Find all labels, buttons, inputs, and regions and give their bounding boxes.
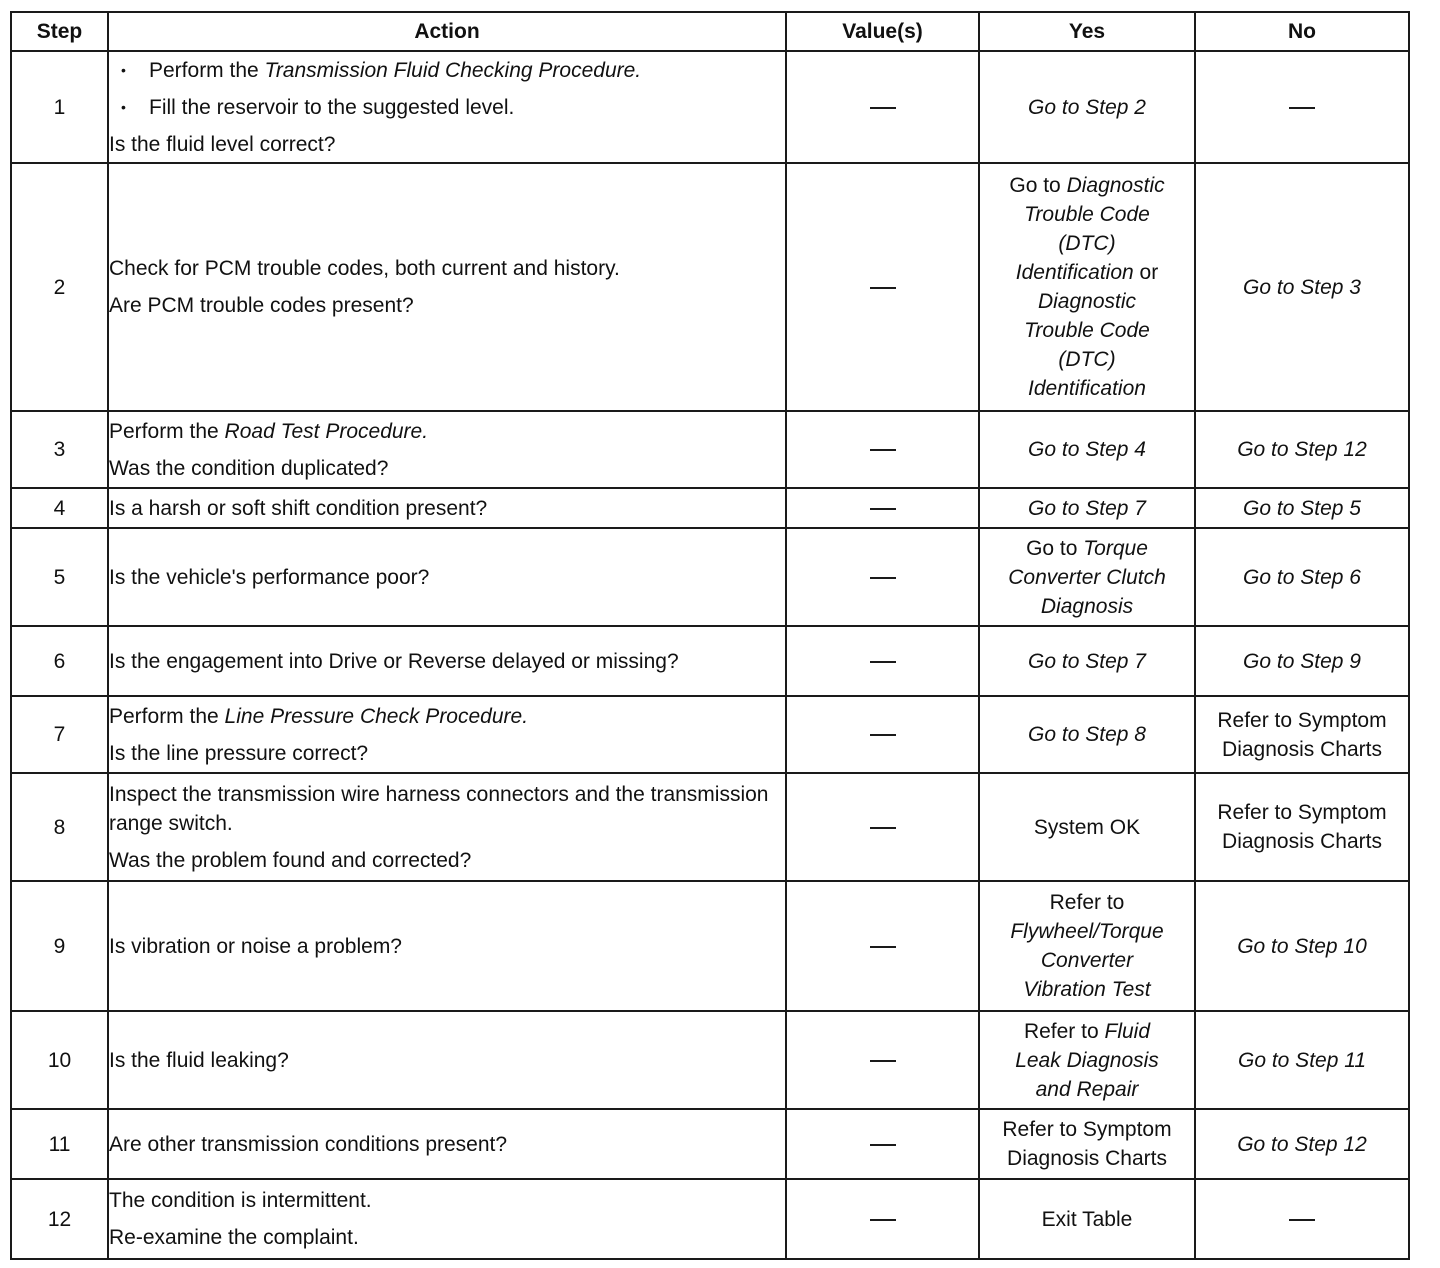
yes-line bbox=[980, 345, 1194, 374]
yes-text: System OK bbox=[1033, 815, 1141, 839]
text-plain: Perform the bbox=[109, 704, 225, 728]
yes-cell bbox=[979, 881, 1195, 1011]
yes-cell bbox=[979, 696, 1195, 773]
table-row bbox=[11, 1011, 1409, 1109]
action-paragraph bbox=[109, 130, 785, 159]
text-italic: Converter Clutch bbox=[1008, 565, 1166, 589]
no-text: Refer to Symptom Diagnosis Charts bbox=[1217, 708, 1387, 761]
step-number: 5 bbox=[11, 528, 108, 626]
dash-mark bbox=[870, 1219, 896, 1221]
dash-mark bbox=[870, 661, 896, 663]
dash-mark bbox=[870, 449, 896, 451]
step-number: 1 bbox=[11, 51, 108, 163]
dash-mark bbox=[870, 1144, 896, 1146]
goto-step-text: Go to Step 12 bbox=[1237, 438, 1367, 461]
text-italic: Identification bbox=[1015, 261, 1134, 284]
text-plain: Is the vehicle's performance poor? bbox=[109, 565, 430, 589]
yes-line bbox=[980, 258, 1194, 287]
action-paragraph bbox=[109, 417, 785, 446]
text-italic: Torque bbox=[1083, 536, 1148, 560]
no-cell bbox=[1195, 773, 1409, 881]
text-plain: Is vibration or noise a problem? bbox=[109, 934, 402, 958]
goto-step-text: Go to Step 8 bbox=[1028, 723, 1146, 746]
no-cell bbox=[1195, 488, 1409, 528]
text-plain: Perform the bbox=[149, 58, 265, 82]
text-italic: Line Pressure Check Procedure. bbox=[224, 704, 529, 728]
action-paragraph bbox=[109, 1186, 785, 1215]
text-italic: and Repair bbox=[1035, 1077, 1139, 1101]
yes-line bbox=[980, 316, 1194, 345]
text-plain: Is the fluid leaking? bbox=[109, 1048, 289, 1072]
text-plain: Go to bbox=[1026, 536, 1084, 560]
step-number: 9 bbox=[11, 881, 108, 1011]
action-paragraph bbox=[109, 702, 785, 731]
action-paragraph bbox=[109, 1223, 785, 1252]
goto-step-text: Go to Step 6 bbox=[1243, 565, 1361, 589]
action-paragraph bbox=[109, 454, 785, 483]
text-plain: Inspect the transmission wire harness connectors and the transmission range switch. bbox=[109, 782, 769, 835]
yes-line bbox=[980, 374, 1194, 403]
value-cell bbox=[786, 1011, 979, 1109]
action-cell bbox=[108, 696, 786, 773]
text-plain: Refer to bbox=[1023, 1019, 1105, 1043]
goto-step-text: Go to Step 7 bbox=[1028, 496, 1146, 520]
text-italic: Trouble Code bbox=[1024, 319, 1150, 342]
dash-mark bbox=[870, 577, 896, 579]
no-cell bbox=[1195, 1011, 1409, 1109]
diagnostic-table bbox=[10, 11, 1410, 1260]
yes-line bbox=[980, 946, 1194, 975]
table-row bbox=[11, 1109, 1409, 1179]
text-plain: Refer to bbox=[1049, 891, 1125, 914]
action-cell bbox=[108, 528, 786, 626]
no-text: Refer to Symptom Diagnosis Charts bbox=[1217, 801, 1387, 853]
action-paragraph bbox=[109, 739, 785, 768]
action-bullet-item bbox=[109, 93, 785, 122]
yes-line bbox=[980, 229, 1194, 258]
table-row bbox=[11, 773, 1409, 881]
no-cell bbox=[1195, 1109, 1409, 1179]
yes-line bbox=[980, 888, 1194, 917]
yes-cell bbox=[979, 1011, 1195, 1109]
table-row bbox=[11, 51, 1409, 163]
text-plain: Perform the bbox=[109, 419, 225, 443]
text-plain: Are PCM trouble codes present? bbox=[109, 294, 414, 317]
header-action: Action bbox=[108, 12, 786, 51]
table-row bbox=[11, 881, 1409, 1011]
yes-cell bbox=[979, 773, 1195, 881]
value-cell bbox=[786, 488, 979, 528]
goto-step-text: Go to Step 12 bbox=[1237, 1132, 1367, 1156]
goto-step-text: Go to Step 3 bbox=[1243, 275, 1361, 299]
text-plain: Are other transmission conditions present? bbox=[109, 1132, 508, 1156]
text-plain: Was the condition duplicated? bbox=[109, 456, 389, 480]
text-plain: Re-examine the complaint. bbox=[109, 1226, 359, 1249]
text-plain: Was the problem found and corrected? bbox=[109, 848, 472, 872]
action-cell bbox=[108, 1179, 786, 1259]
header-no: No bbox=[1195, 12, 1409, 51]
value-cell bbox=[786, 163, 979, 411]
text-plain: Is the fluid level correct? bbox=[109, 132, 336, 156]
no-cell bbox=[1195, 626, 1409, 696]
text-plain: Fill the reservoir to the suggested level. bbox=[149, 95, 515, 119]
value-cell bbox=[786, 626, 979, 696]
no-cell bbox=[1195, 696, 1409, 773]
yes-line bbox=[980, 1017, 1194, 1046]
goto-step-text: Go to Step 7 bbox=[1028, 649, 1146, 673]
text-plain: Check for PCM trouble codes, both current and history. bbox=[109, 257, 620, 280]
table-row bbox=[11, 488, 1409, 528]
yes-line bbox=[980, 975, 1194, 1004]
no-cell bbox=[1195, 528, 1409, 626]
step-number: 8 bbox=[11, 773, 108, 881]
action-paragraph bbox=[109, 494, 785, 523]
action-cell bbox=[108, 626, 786, 696]
yes-line bbox=[980, 592, 1194, 621]
no-cell bbox=[1195, 1179, 1409, 1259]
text-italic: (DTC) bbox=[1058, 232, 1116, 255]
yes-cell bbox=[979, 626, 1195, 696]
yes-line bbox=[980, 1075, 1194, 1104]
action-paragraph bbox=[109, 780, 785, 838]
text-italic: Vibration Test bbox=[1023, 978, 1151, 1001]
value-cell bbox=[786, 881, 979, 1011]
table-row bbox=[11, 626, 1409, 696]
table-row bbox=[11, 411, 1409, 488]
table-body bbox=[11, 51, 1409, 1259]
goto-step-text: Go to Step 2 bbox=[1028, 95, 1146, 119]
dash-mark bbox=[1289, 1219, 1315, 1221]
no-cell bbox=[1195, 51, 1409, 163]
step-number: 10 bbox=[11, 1011, 108, 1109]
step-number: 7 bbox=[11, 696, 108, 773]
text-plain: or bbox=[1133, 261, 1159, 284]
yes-line bbox=[980, 171, 1194, 200]
action-cell bbox=[108, 51, 786, 163]
text-italic: Flywheel/Torque bbox=[1010, 920, 1164, 943]
yes-cell bbox=[979, 411, 1195, 488]
dash-mark bbox=[870, 827, 896, 829]
goto-step-text: Go to Step 11 bbox=[1237, 1048, 1367, 1072]
text-plain: The condition is intermittent. bbox=[109, 1189, 372, 1212]
step-number: 2 bbox=[11, 163, 108, 411]
action-paragraph bbox=[109, 846, 785, 875]
action-cell bbox=[108, 488, 786, 528]
dash-mark bbox=[870, 946, 896, 948]
step-number: 4 bbox=[11, 488, 108, 528]
text-italic: Fluid bbox=[1104, 1019, 1151, 1043]
yes-line bbox=[980, 287, 1194, 316]
step-number: 12 bbox=[11, 1179, 108, 1259]
header-yes: Yes bbox=[979, 12, 1195, 51]
text-plain: Is a harsh or soft shift condition present? bbox=[109, 496, 488, 520]
value-cell bbox=[786, 528, 979, 626]
text-plain: Is the line pressure correct? bbox=[109, 741, 369, 765]
dash-mark bbox=[870, 508, 896, 510]
dash-mark bbox=[870, 734, 896, 736]
text-italic: Leak Diagnosis bbox=[1015, 1048, 1159, 1072]
yes-cell bbox=[979, 488, 1195, 528]
action-paragraph bbox=[109, 932, 785, 961]
dash-mark bbox=[870, 107, 896, 109]
yes-cell bbox=[979, 163, 1195, 411]
text-italic: Identification bbox=[1028, 377, 1146, 400]
text-italic: Converter bbox=[1040, 949, 1134, 972]
action-bullet-item bbox=[109, 56, 785, 85]
action-paragraph bbox=[109, 1046, 785, 1075]
header-values: Value(s) bbox=[786, 12, 979, 51]
step-number: 3 bbox=[11, 411, 108, 488]
yes-cell bbox=[979, 1109, 1195, 1179]
value-cell bbox=[786, 773, 979, 881]
no-cell bbox=[1195, 163, 1409, 411]
value-cell bbox=[786, 411, 979, 488]
dash-mark bbox=[1289, 107, 1315, 109]
dash-mark bbox=[870, 287, 896, 289]
dash-mark bbox=[870, 1060, 896, 1062]
text-plain: Go to bbox=[1009, 174, 1067, 197]
value-cell bbox=[786, 1109, 979, 1179]
text-italic: Diagnosis bbox=[1040, 594, 1134, 618]
table-row bbox=[11, 696, 1409, 773]
action-cell bbox=[108, 881, 786, 1011]
action-paragraph bbox=[109, 254, 785, 283]
table-row bbox=[11, 163, 1409, 411]
yes-cell bbox=[979, 1179, 1195, 1259]
action-cell bbox=[108, 1109, 786, 1179]
yes-line bbox=[980, 534, 1194, 563]
yes-line bbox=[980, 563, 1194, 592]
yes-line bbox=[980, 1046, 1194, 1075]
step-number: 6 bbox=[11, 626, 108, 696]
yes-cell bbox=[979, 51, 1195, 163]
table-row bbox=[11, 528, 1409, 626]
value-cell bbox=[786, 51, 979, 163]
goto-step-text: Go to Step 5 bbox=[1243, 496, 1361, 520]
text-italic: Diagnostic bbox=[1066, 174, 1165, 197]
step-number: 11 bbox=[11, 1109, 108, 1179]
text-italic: (DTC) bbox=[1058, 348, 1116, 371]
text-italic: Diagnostic bbox=[1037, 290, 1137, 313]
yes-text: Exit Table bbox=[1041, 1207, 1133, 1231]
goto-step-text: Go to Step 4 bbox=[1028, 438, 1146, 461]
action-cell bbox=[108, 163, 786, 411]
action-cell bbox=[108, 773, 786, 881]
value-cell bbox=[786, 1179, 979, 1259]
action-cell bbox=[108, 1011, 786, 1109]
action-bullet-list bbox=[109, 56, 785, 122]
action-cell bbox=[108, 411, 786, 488]
yes-line bbox=[980, 200, 1194, 229]
yes-line bbox=[980, 917, 1194, 946]
value-cell bbox=[786, 696, 979, 773]
yes-cell bbox=[979, 528, 1195, 626]
action-paragraph bbox=[109, 291, 785, 320]
text-italic: Trouble Code bbox=[1024, 203, 1150, 226]
action-paragraph bbox=[109, 563, 785, 592]
header-row bbox=[11, 12, 1409, 51]
text-plain: Is the engagement into Drive or Reverse delayed or missing? bbox=[109, 649, 679, 673]
text-italic: Road Test Procedure. bbox=[224, 419, 429, 443]
goto-step-text: Go to Step 9 bbox=[1243, 649, 1361, 673]
action-paragraph bbox=[109, 1130, 785, 1159]
goto-step-text: Go to Step 10 bbox=[1237, 934, 1367, 958]
table-row bbox=[11, 1179, 1409, 1259]
no-cell bbox=[1195, 411, 1409, 488]
text-italic: Transmission Fluid Checking Procedure. bbox=[264, 58, 642, 82]
header-step: Step bbox=[11, 12, 108, 51]
no-cell bbox=[1195, 881, 1409, 1011]
action-paragraph bbox=[109, 647, 785, 676]
yes-text: Refer to Symptom Diagnosis Charts bbox=[1002, 1118, 1172, 1170]
